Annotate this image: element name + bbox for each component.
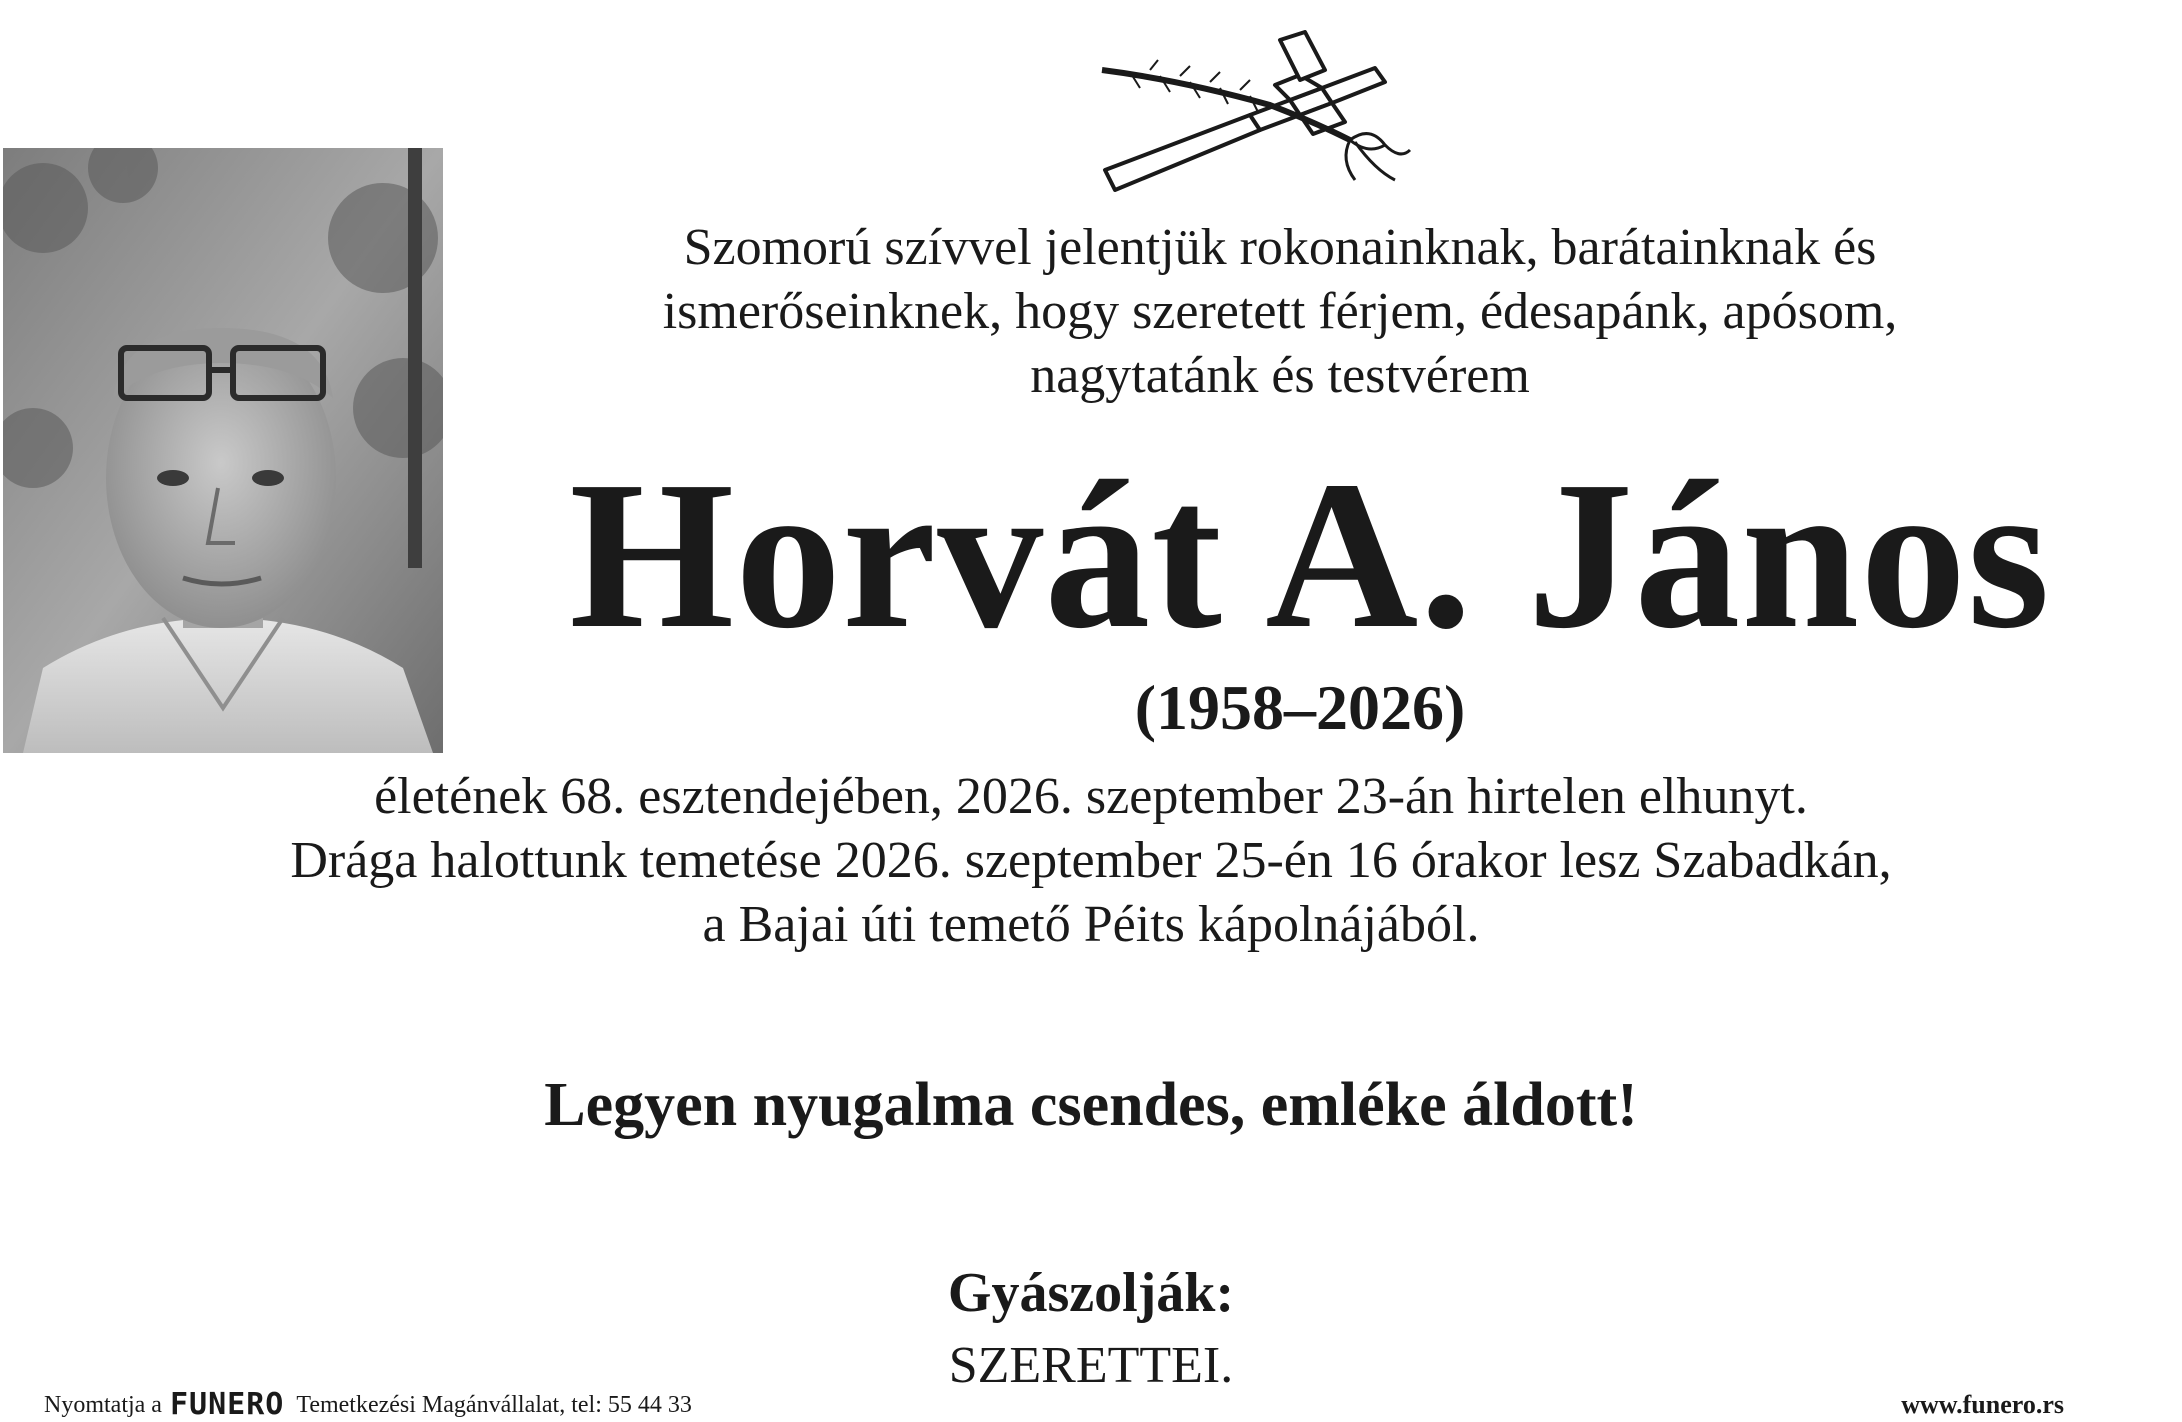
intro-line-3: nagytatánk és testvérem: [1030, 347, 1530, 404]
details-line-3: a Bajai úti temető Péits kápolnájából.: [702, 896, 1480, 953]
website-link[interactable]: www.funero.rs: [1901, 1390, 2064, 1419]
deceased-name: Horvát A. János: [569, 437, 2051, 672]
mourners-heading: Gyászolják:: [947, 1262, 1235, 1324]
mourners-names: SZERETTEI.: [948, 1337, 1234, 1394]
footer-printer: [44, 1387, 692, 1422]
details-line-2: Drága halottunk temetése 2026. szeptember 25-én 16 órakor lesz Szabadkán,: [290, 832, 1892, 889]
deceased-years: (1958–2026): [1134, 672, 1466, 743]
company-info: Temetkezési Magánvállalat, tel: 55 44 33: [296, 1392, 692, 1418]
blessing-text: Legyen nyugalma csendes, emléke áldott!: [544, 1071, 1638, 1139]
printed-by-label: Nyomtatja a: [44, 1392, 162, 1418]
funero-logo: FUNERO: [169, 1387, 285, 1422]
intro-line-1: Szomorú szívvel jelentjük rokonainknak, barátainknak és: [683, 219, 1877, 276]
details-line-1: életének 68. esztendejében, 2026. szeptember 23-án hirtelen elhunyt.: [374, 768, 1808, 825]
portrait-photo: [3, 148, 443, 753]
funeral-details: [0, 765, 2182, 957]
intro-line-2: ismerőseinknek, hogy szeretett férjem, édesapánk, apósom,: [662, 283, 1898, 340]
intro-text: [480, 216, 2080, 408]
cross-with-palm-icon: [1100, 30, 1430, 205]
